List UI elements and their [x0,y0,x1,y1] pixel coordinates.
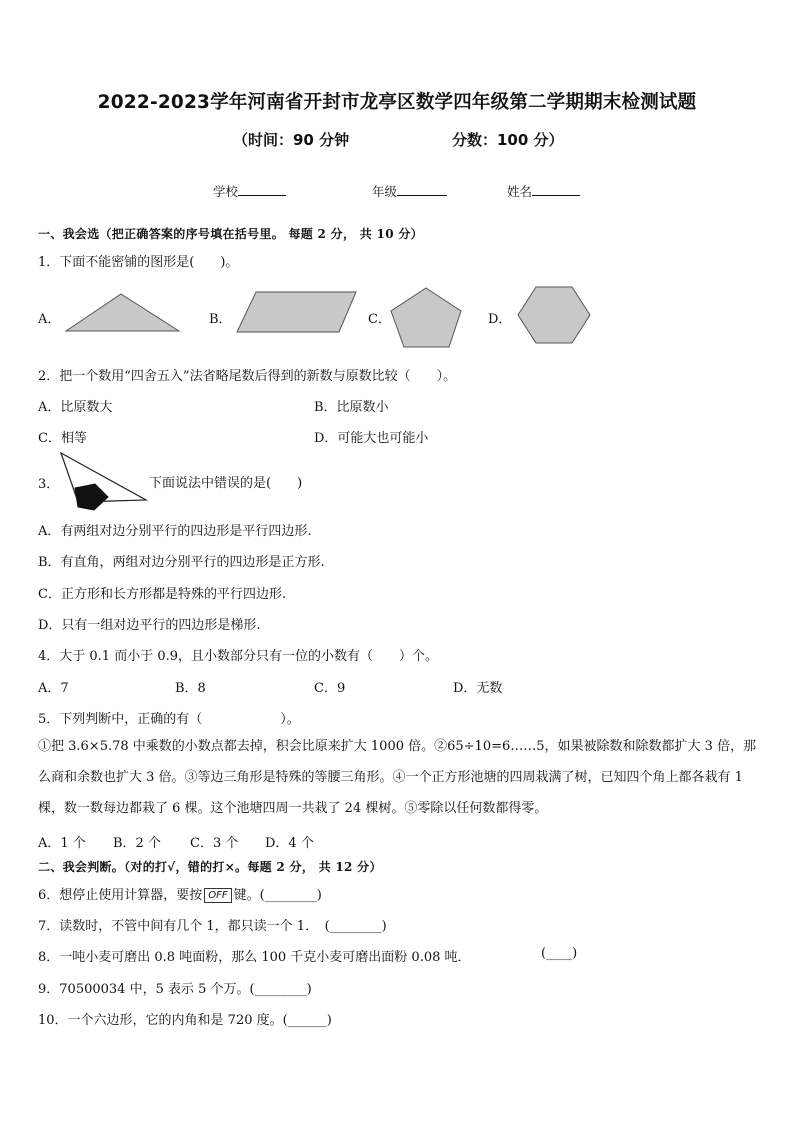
question-3-number: 3． [38,477,60,492]
set-square-icon [0,0,1,1]
triangle-shape [66,294,179,331]
grade-blank[interactable] [397,183,447,196]
hexagon-shape [518,287,590,343]
page-title: 2022-2023学年河南省开封市龙亭区数学四年级第二学期期末检测试题 [97,92,697,113]
q4-option-b[interactable]: B．8 [175,681,206,696]
q4-option-a[interactable]: A．7 [38,681,69,696]
question-1: 1．下面不能密铺的图形是( )。 [38,255,239,270]
question-3: 下面说法中错误的是( ) [149,476,303,491]
school-field[interactable] [213,182,286,200]
q1-option-b[interactable]: B． [209,312,232,327]
q5-option-b[interactable]: B．2 个 [113,836,161,851]
school-blank[interactable] [238,183,286,196]
q1-option-d[interactable]: D． [488,312,512,327]
question-8: 8．一吨小麦可磨出 0.8 吨面粉，那么 100 千克小麦可磨出面粉 0.08 吨． [38,950,471,965]
school-label: 学校 [213,184,239,199]
question-6 [38,884,322,903]
q3-option-b[interactable]: B．有直角，两组对边分别平行的四边形是正方形. [38,555,325,570]
section-2-heading: 二、我会判断。（对的打√，错的打×。每题 2 分， 共 12 分） [38,860,382,874]
pentagon-shape [391,288,461,347]
question-5: 5．下列判断中，正确的有（ ）。 [38,712,300,727]
question-2: 2．把一个数用“四舍五入”法省略尾数后得到的新数与原数比较（ ）。 [38,369,457,384]
question-9[interactable]: 9．70500034 中，5 表示 5 个万。(________) [38,982,312,997]
q2-option-a[interactable]: A．比原数大 [38,400,113,415]
q5-option-d[interactable]: D．4 个 [265,836,314,851]
q3-option-d[interactable]: D．只有一组对边平行的四边形是梯形. [38,618,261,633]
name-blank[interactable] [532,183,580,196]
grade-label: 年级 [372,184,398,199]
name-field[interactable] [507,182,580,200]
q6-answer[interactable]: 键。(________) [233,888,322,903]
question-10[interactable]: 10．一个六边形，它的内角和是 720 度。(______) [38,1013,332,1028]
section-1-heading: 一、我会选（把正确答案的序号填在括号里。 每题 2 分， 共 10 分） [38,227,423,241]
name-label: 姓名 [507,184,533,199]
exam-time: （时间：90 分钟 [233,131,350,149]
q2-option-d[interactable]: D．可能大也可能小 [314,431,429,446]
q4-option-d[interactable]: D．无数 [453,681,503,696]
question-7[interactable]: 7．读数时，不管中间有几个 1，都只读一个 1． (________) [38,919,387,934]
q3-option-c[interactable]: C．正方形和长方形都是特殊的平行四边形. [38,587,287,602]
off-key-icon: OFF [204,888,231,903]
q2-option-c[interactable]: C．相等 [38,431,87,446]
question-4: 4．大于 0.1 而小于 0.9，且小数部分只有一位的小数有（ ）个。 [38,649,439,664]
grade-field[interactable] [372,182,447,200]
q6-text: 6．想停止使用计算器，要按 [38,888,203,903]
q2-option-b[interactable]: B．比原数小 [314,400,389,415]
q5-statements: ①把 3.6×5.78 中乘数的小数点都去掉，积会比原来扩大 1000 倍。②65÷10=6……5，如果被除数和除数都扩大 3 倍，那么商和余数也扩大 3 倍。③等边三角形是特殊的等腰三角形。④一个正方形池塘的四周栽满了树，已知四个角上都各栽有 1 棵，数一数每边都栽了 6 棵。这个池塘四周一共栽了 24 棵树。⑤零除以任何数都得零。 [38,739,757,816]
q5-option-a[interactable]: A．1 个 [38,836,86,851]
exam-score: 分数：100 分） [452,131,564,149]
q4-option-c[interactable]: C．9 [314,681,346,696]
parallelogram-shape [237,292,356,332]
q8-answer[interactable]: (____) [541,946,578,961]
q5-option-c[interactable]: C．3 个 [190,836,239,851]
q1-option-c[interactable]: C． [368,312,391,327]
q3-option-a[interactable]: A．有两组对边分别平行的四边形是平行四边形. [38,524,312,539]
q1-option-a[interactable]: A． [38,312,61,327]
